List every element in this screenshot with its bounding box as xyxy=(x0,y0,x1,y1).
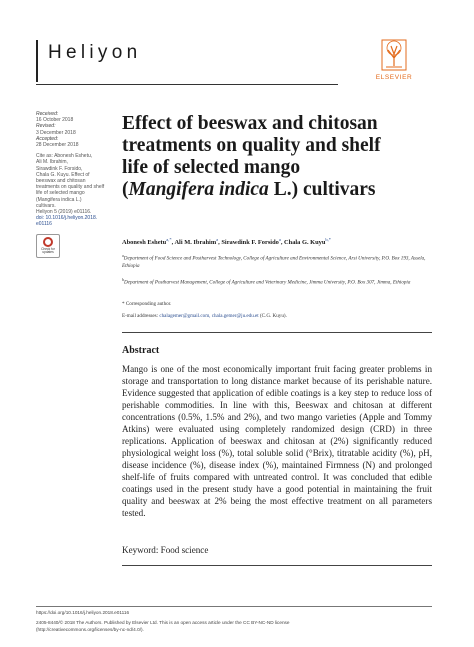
sidebar-doi-link[interactable]: e01116 xyxy=(36,221,52,228)
footer-divider xyxy=(36,606,432,607)
author-marks: a xyxy=(216,237,219,242)
affiliation-text: Department of Postharvest Management, College of Agriculture and Veterinary Medicine, Jimma University, P.O. Box 307, Jimma, Ethiopia xyxy=(124,279,411,286)
revised-label: Revised: xyxy=(36,123,56,130)
author-name[interactable]: Ali M. Ibrahim xyxy=(174,239,217,247)
affiliation-mark: a xyxy=(122,253,124,258)
cite-line: (Mangifera indica L.) xyxy=(36,196,82,203)
journal-rule xyxy=(36,40,38,82)
cite-line: Chala G. Kuyu. Effect of xyxy=(36,171,90,178)
cite-line: beeswax and chitosan xyxy=(36,178,86,185)
cite-line: Heliyon 5 (2019) e01116. xyxy=(36,209,92,216)
abstract-top-rule xyxy=(122,332,432,333)
article-sidebar xyxy=(36,111,106,258)
received-date: 16 October 2018 xyxy=(36,117,74,124)
title-paren-open: ( xyxy=(122,179,129,200)
author-separator: , xyxy=(218,239,222,247)
elsevier-wordmark: ELSEVIER xyxy=(375,74,413,81)
keywords: Keyword: Food science xyxy=(122,545,209,555)
cite-line: Ali M. Ibrahim, xyxy=(36,159,68,166)
article-title xyxy=(122,113,422,201)
author-name[interactable]: Abonesh Eshetu xyxy=(122,239,167,247)
email-label: E-mail addresses: xyxy=(122,313,159,319)
footer-license: 2405-8440/© 2018 The Authors. Published by Elsevier Ltd. This is an open access article under the CC BY-NC-ND license xyxy=(36,620,290,625)
sidebar-doi-link[interactable]: doi: 10.1016/j.heliyon.2018. xyxy=(36,215,98,222)
cite-line: cultivars. xyxy=(36,202,56,209)
author-name[interactable]: Chala G. Kuyu xyxy=(284,239,326,247)
author-name[interactable]: Sirawdink F. Forsido xyxy=(221,239,279,247)
email-links[interactable]: chalagemer@gmail.com, chala.gemer@ju.edu.et xyxy=(159,313,259,319)
cite-line: treatments on quality and shelf xyxy=(36,184,105,191)
header-divider xyxy=(36,84,338,85)
email-owner: (C.G. Kuyu). xyxy=(259,313,287,319)
received-label: Received: xyxy=(36,111,59,117)
cite-line: Cite as: Abonesh Eshetu, xyxy=(36,153,93,160)
affiliation xyxy=(122,276,432,287)
footer-doi-link[interactable]: https://doi.org/10.1016/j.heliyon.2018.e01116 xyxy=(36,610,130,615)
title-line: life of selected mango xyxy=(122,157,301,178)
accepted-date: 28 December 2018 xyxy=(36,142,79,149)
update-icon xyxy=(43,237,53,247)
author-marks: a xyxy=(278,237,281,242)
affiliation-text: Department of Food Science and Postharvest Technology, College of Agriculture and Environmental Science, Arsi University, P.O. Box 193, Assela, Ethiopia xyxy=(122,255,426,269)
abstract-heading: Abstract xyxy=(122,345,160,356)
check-for-updates-label: Check for updates xyxy=(41,246,55,255)
species-name: Mangifera indica xyxy=(128,179,269,200)
cite-as-block xyxy=(36,153,106,227)
author-marks: b,* xyxy=(325,237,332,242)
email-line xyxy=(122,313,287,319)
affiliation xyxy=(122,252,432,270)
author-marks: a,* xyxy=(166,237,172,242)
abstract-body: Mango is one of the most economically important fruit facing greater problems in storage and transportation to long distance market because of its perishable nature. Evidence suggested that application of edible coatings is a key step to reduce loss of perishable commodities. In line with this, Beeswax and chitosan at different concentrations (0.5%, 1.5% and 2%), and two mango varieties (Apple and Tommy Atkins) were evaluated using completely randomized design (CRD) in three replications. Application of beeswax and chitosan at (2%) significantly reduced physiological weight loss (%), total soluble solid (°Brix), titratable acidity (%), pH, disease incidence (%), disease index (%), maintained Firmness (N) and prolonged shelf-life of fruits compared with untreated control. It was concluded that edible coatings used in the present study have a good potential in maintaining the fruit quality and beeswax at 2% being the most effective treatment on all parameters tested. xyxy=(122,364,432,518)
title-line xyxy=(122,179,422,201)
abstract-bottom-rule xyxy=(122,565,432,566)
corresponding-author-note: * Corresponding author. xyxy=(122,301,172,307)
footer-license-link[interactable]: (http://creativecommons.org/licenses/by-nc-nd/4.0/). xyxy=(36,627,144,632)
check-for-updates-badge[interactable] xyxy=(36,234,60,258)
author-separator: , xyxy=(171,239,175,247)
title-tail: L.) cultivars xyxy=(268,179,376,200)
cite-line: Sirawdink F. Forsido, xyxy=(36,165,83,172)
accepted-label: Accepted: xyxy=(36,135,59,142)
title-line: Effect of beeswax and chitosan xyxy=(122,113,378,134)
title-line: treatments on quality and shelf xyxy=(122,135,381,156)
cite-line: life of selected mango xyxy=(36,190,85,197)
revised-date: 3 December 2018 xyxy=(36,129,76,136)
author-separator: , xyxy=(280,239,285,247)
journal-name: Heliyon xyxy=(48,42,142,63)
affiliation-mark: b xyxy=(122,277,124,282)
author-list xyxy=(122,237,432,246)
